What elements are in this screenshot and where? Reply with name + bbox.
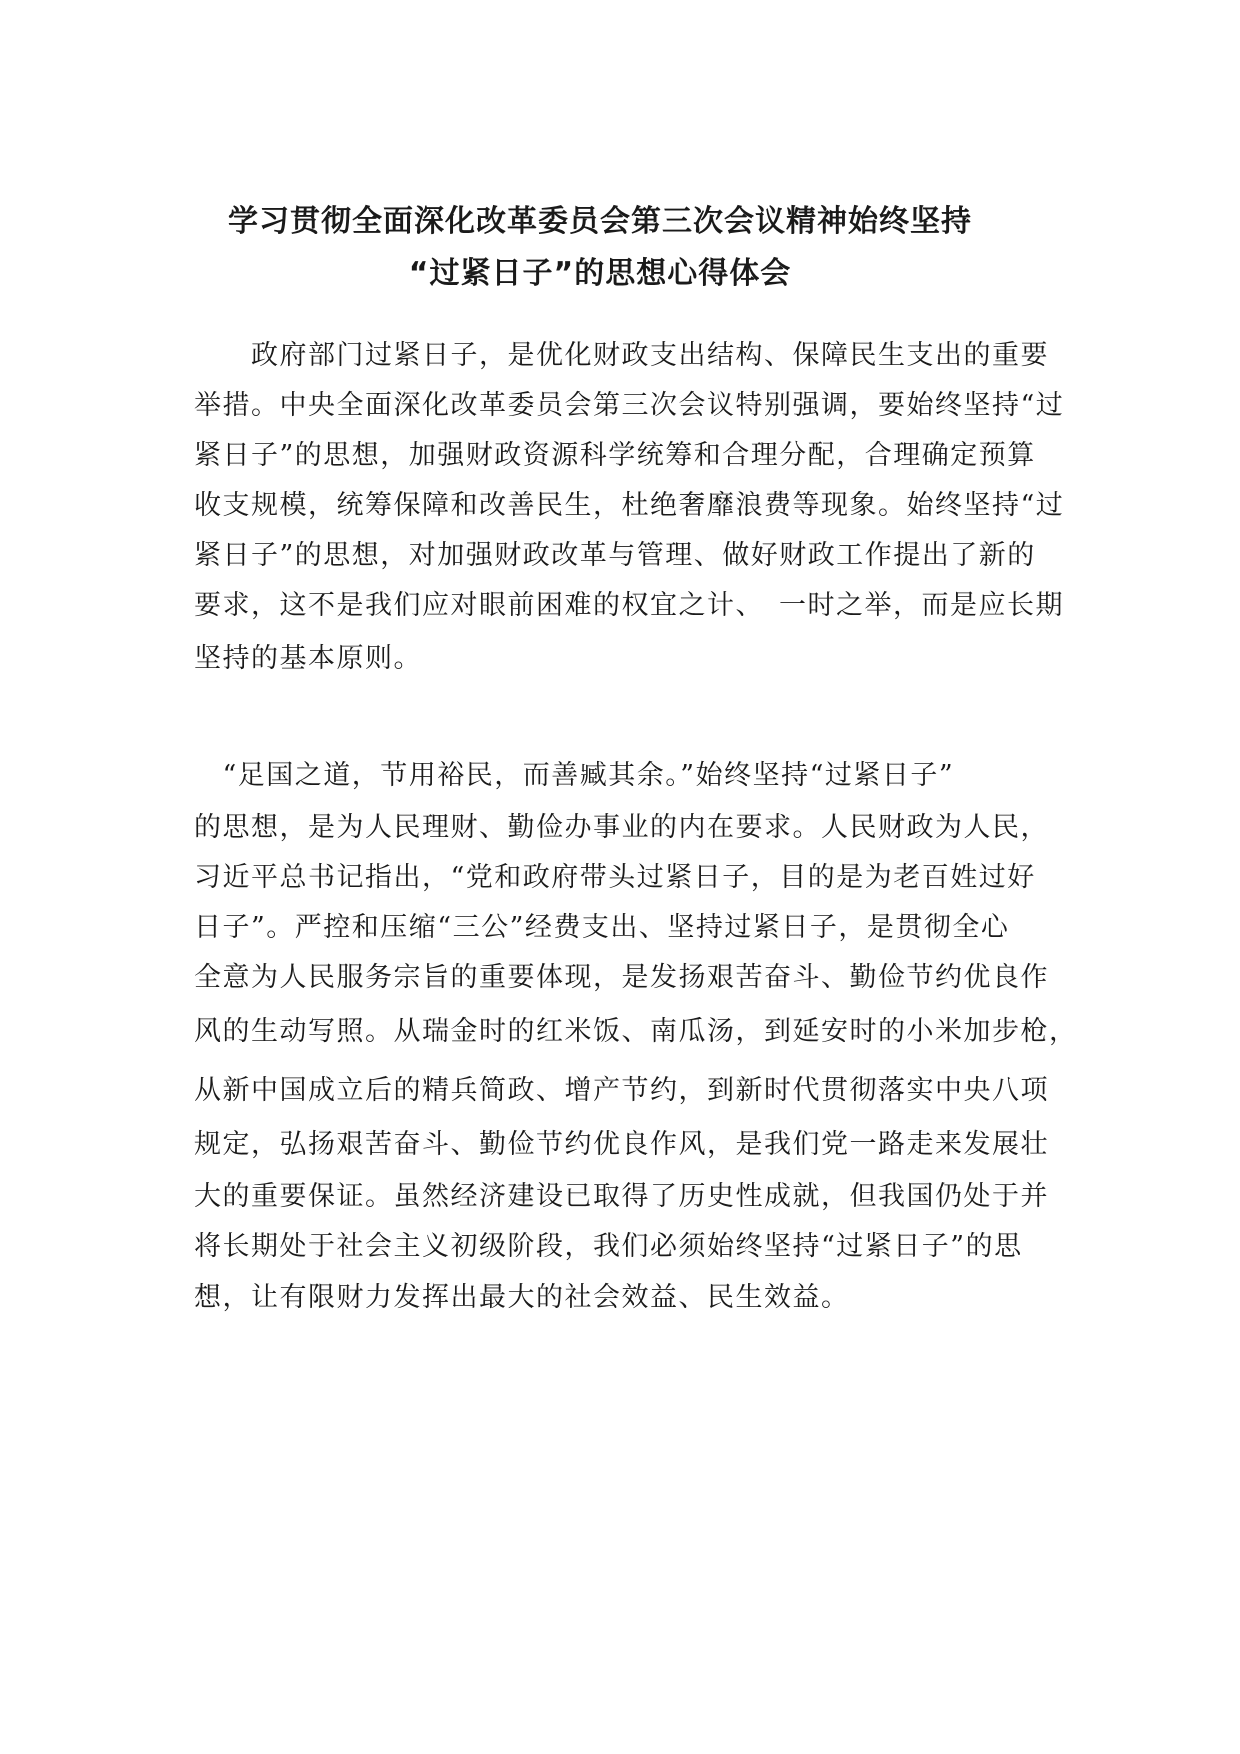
text-line: 习近平总书记指出，“党和政府带头过紧日子，目的是为老百姓过好	[194, 862, 1036, 893]
text-line: 坚持的基本原则。	[194, 643, 422, 674]
text-line: 要求，这不是我们应对眼前困难的权宜之计、 一时之举，而是应长期	[194, 590, 1064, 621]
text-line: 风的生动写照。从瑞金时的红米饭、南瓜汤，到延安时的小米加步枪，	[194, 1016, 1078, 1047]
text-line: 从新中国成立后的精兵简政、增产节约，到新时代贯彻落实中央八项	[194, 1075, 1049, 1106]
text-line: 日子”。严控和压缩“三公”经费支出、坚持过紧日子，是贯彻全心	[194, 912, 1010, 943]
text-line: 的思想，是为人民理财、勤俭办事业的内在要求。人民财政为人民，	[194, 812, 1049, 843]
text-line: 紧日子”的思想，对加强财政改革与管理、做好财政工作提出了新的	[194, 540, 1036, 571]
title-line-2: “过紧日子”的思想心得体会	[408, 256, 792, 291]
text-line: 紧日子”的思想，加强财政资源科学统筹和合理分配，合理确定预算	[194, 440, 1036, 471]
text-line: 规定，弘扬艰苦奋斗、勤俭节约优良作风，是我们党一路走来发展壮	[194, 1129, 1049, 1160]
text-line: 举措。中央全面深化改革委员会第三次会议特别强调，要始终坚持“过	[194, 390, 1065, 421]
title-line-1: 学习贯彻全面深化改革委员会第三次会议精神始终坚持	[228, 204, 972, 239]
text-line: 大的重要保证。虽然经济建设已取得了历史性成就，但我国仍处于并	[194, 1181, 1049, 1212]
text-line: 将长期处于社会主义初级阶段，我们必须始终坚持“过紧日子”的思	[194, 1231, 1023, 1262]
text-line: 全意为人民服务宗旨的重要体现，是发扬艰苦奋斗、勤俭节约优良作	[194, 962, 1049, 993]
text-line: 想，让有限财力发挥出最大的社会效益、民生效益。	[194, 1282, 850, 1313]
document-title	[150, 196, 1050, 300]
text-line: 收支规模，统筹保障和改善民生，杜绝奢靡浪费等现象。始终坚持“过	[194, 490, 1065, 521]
text-line: “足国之道，节用裕民，而善臧其余。”始终坚持“过紧日子”	[194, 760, 955, 791]
text-line: 政府部门过紧日子，是优化财政支出结构、保障民生支出的重要	[194, 340, 1049, 371]
